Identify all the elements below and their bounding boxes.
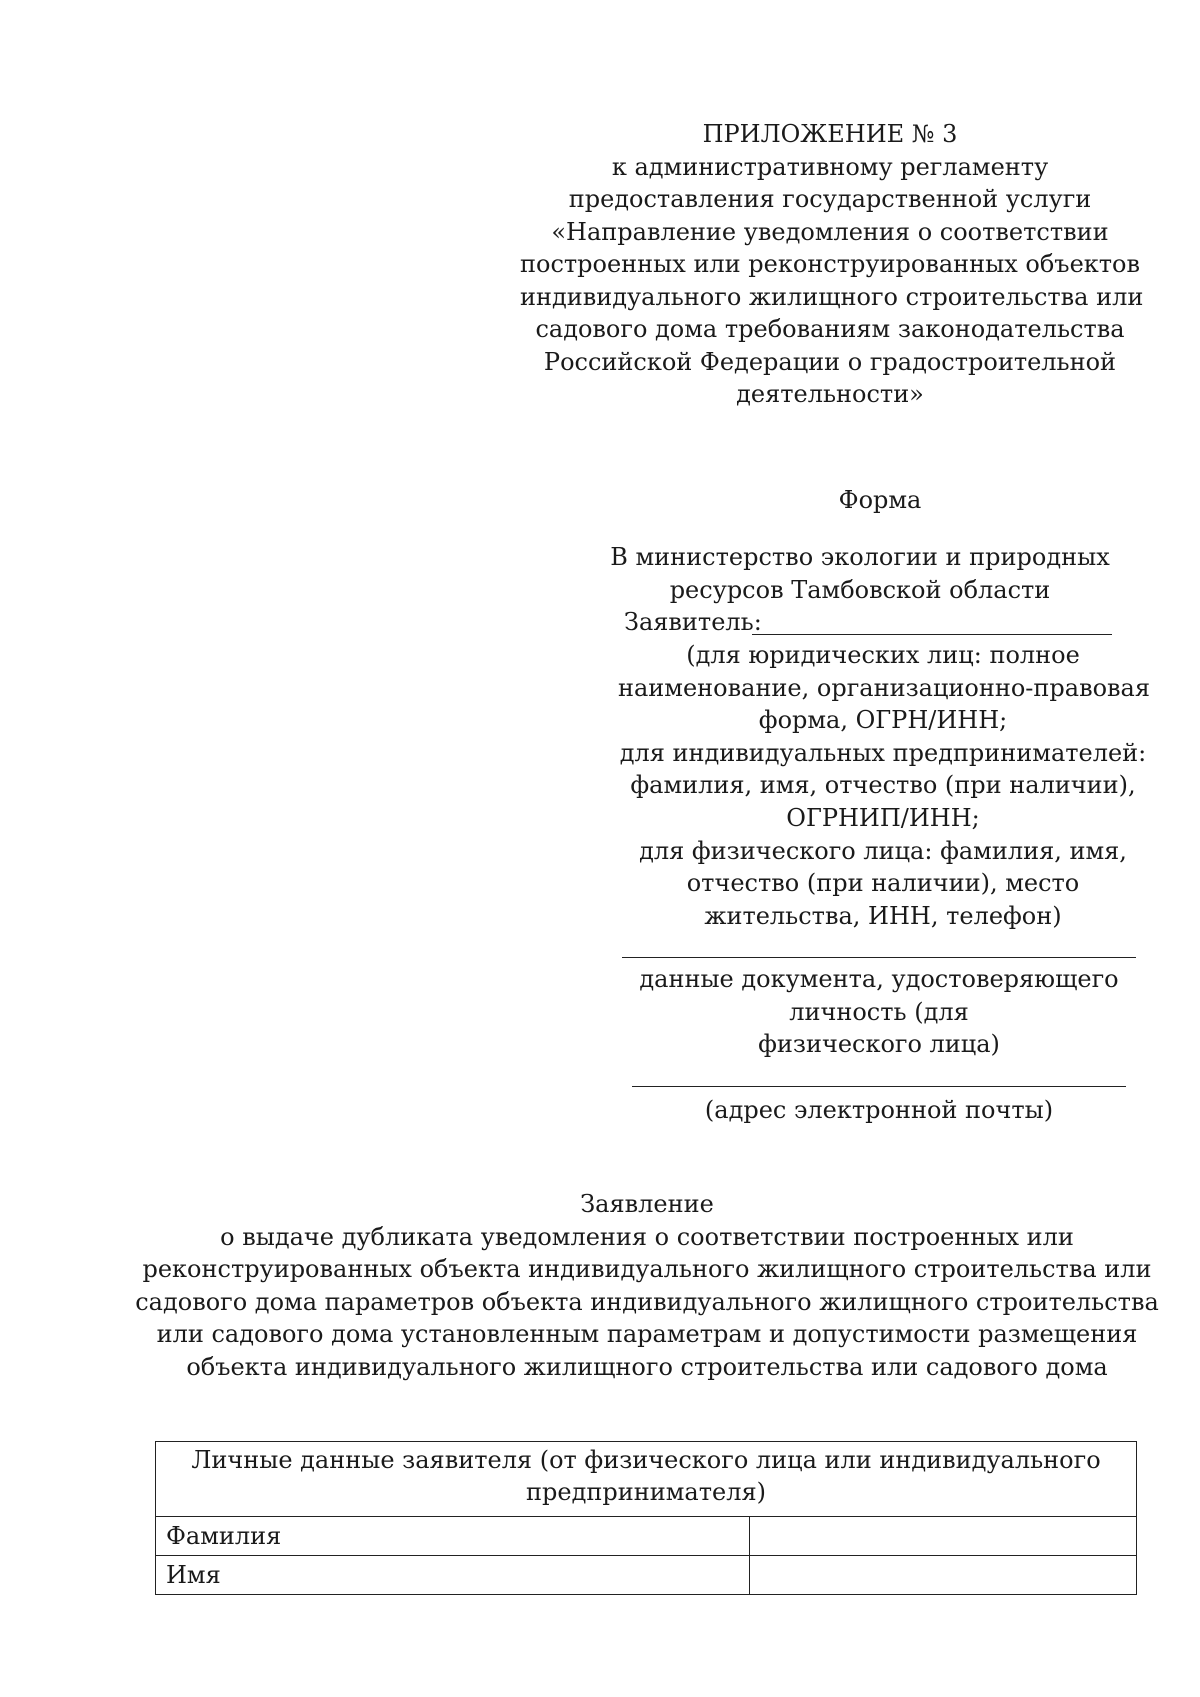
table-header-line: предпринимателя) (526, 1478, 766, 1506)
applicant-hint-line: форма, ОГРН/ИНН; (758, 706, 1008, 735)
table-row (156, 1556, 1137, 1595)
appendix-line: построенных или реконструированных объектов (520, 250, 1141, 278)
applicant-hint-line: фамилия, имя, отчество (при наличии), (630, 771, 1136, 800)
applicant-field[interactable] (624, 606, 1140, 638)
applicant-label: Заявитель: (624, 608, 762, 636)
statement-line: объекта индивидуального жилищного строительства или садового дома (186, 1352, 1108, 1381)
statement-line: или садового дома установленным параметрам и допустимости размещения (156, 1320, 1138, 1348)
appendix-line: предоставления государственной услуги (568, 185, 1092, 213)
applicant-hint-line: (для юридических лиц: полное (686, 641, 1080, 669)
table-header-line: Личные данные заявителя (от физического лица или индивидуального (191, 1446, 1101, 1474)
appendix-line: к административному регламенту (611, 152, 1049, 181)
appendix-line: Российской Федерации о градостроительной (543, 347, 1117, 376)
appendix-line: деятельности» (736, 380, 924, 408)
id-document-hint-line: личность (для (789, 997, 969, 1026)
email-hint: (адрес электронной почты) (704, 1096, 1054, 1124)
form-label: Форма (838, 486, 922, 514)
statement-line: Заявление (580, 1190, 714, 1218)
applicant-hint-line: для физического лица: фамилия, имя, (639, 836, 1127, 865)
row-value-surname[interactable] (750, 1517, 1137, 1556)
recipient-block (600, 541, 1120, 606)
applicant-hint (618, 639, 1148, 932)
statement-line: реконструированных объекта индивидуального жилищного строительства или (142, 1255, 1152, 1283)
statement-title (120, 1188, 1174, 1383)
statement-line: садового дома параметров объекта индивидуального жилищного строительства (135, 1287, 1159, 1316)
email-input-line[interactable] (632, 1086, 1126, 1087)
appendix-heading (520, 118, 1144, 411)
row-label-surname: Фамилия (156, 1517, 750, 1556)
id-document-hint-line: данные документа, удостоверяющего (639, 965, 1119, 993)
applicant-hint-line: жительства, ИНН, телефон) (704, 901, 1062, 930)
statement-line: о выдаче дубликата уведомления о соответствии построенных или (220, 1222, 1074, 1251)
applicant-hint-line: для индивидуальных предпринимателей: (619, 738, 1147, 767)
recipient-line: ресурсов Тамбовской области (669, 575, 1051, 604)
id-document-hint-line: физического лица) (758, 1030, 1000, 1058)
appendix-line: индивидуального жилищного строительства или (520, 282, 1144, 311)
appendix-line: ПРИЛОЖЕНИЕ № 3 (702, 120, 958, 148)
recipient-line: В министерство экологии и природных (610, 543, 1110, 571)
row-label-name: Имя (156, 1556, 750, 1595)
applicant-input-line[interactable] (752, 634, 1112, 635)
applicant-hint-line: отчество (при наличии), место (686, 869, 1080, 898)
appendix-line: садового дома требованиям законодательства (535, 315, 1125, 343)
applicant-hint-line: наименование, организационно-правовая (618, 673, 1150, 702)
row-value-name[interactable] (750, 1556, 1137, 1595)
table-row (156, 1517, 1137, 1556)
id-document-input-line[interactable] (622, 957, 1136, 958)
id-document-hint (622, 963, 1136, 1061)
table-header-cell (156, 1442, 1137, 1517)
appendix-line: «Направление уведомления о соответствии (551, 217, 1109, 246)
personal-data-table (155, 1441, 1137, 1595)
table-header-row (156, 1442, 1137, 1517)
applicant-hint-line: ОГРНИП/ИНН; (786, 803, 980, 832)
